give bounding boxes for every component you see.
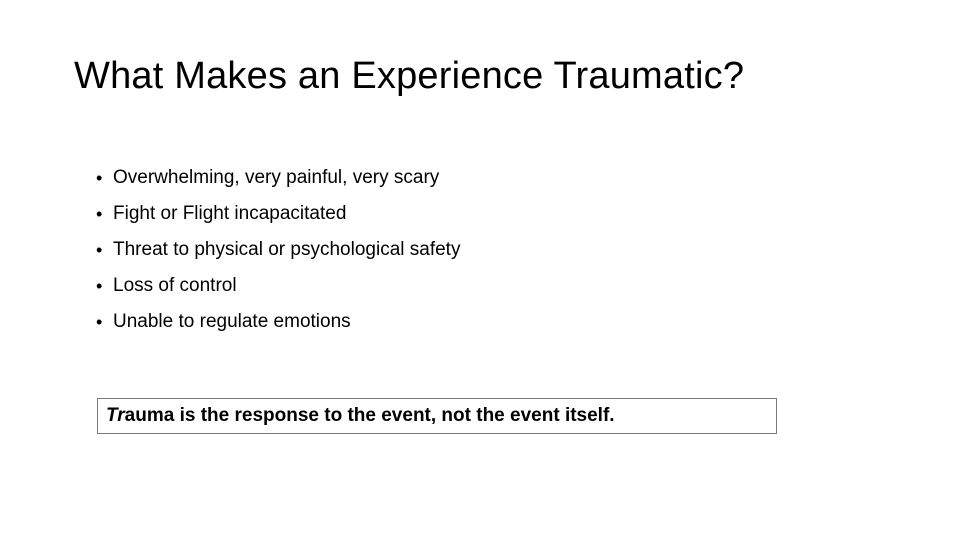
bullet-text: Overwhelming, very painful, very scary bbox=[113, 167, 440, 188]
callout-box bbox=[97, 398, 777, 434]
bullet-text: Threat to physical or psychological safety bbox=[113, 239, 461, 260]
bullet-icon: • bbox=[96, 276, 103, 296]
callout-italic-text: Tr bbox=[106, 405, 125, 426]
slide-title: What Makes an Experience Traumatic? bbox=[74, 55, 745, 97]
bullet-text: Fight or Flight incapacitated bbox=[113, 203, 347, 224]
bullet-icon: • bbox=[96, 240, 103, 260]
bullet-icon: • bbox=[96, 168, 103, 188]
bullet-item bbox=[96, 196, 460, 232]
bullet-text: Loss of control bbox=[113, 275, 237, 296]
bullet-item bbox=[96, 232, 460, 268]
bullet-icon: • bbox=[96, 312, 103, 332]
bullet-item bbox=[96, 268, 460, 304]
bullet-item bbox=[96, 160, 460, 196]
bullet-icon: • bbox=[96, 204, 103, 224]
callout-text: auma is the response to the event, not the event itself. bbox=[124, 405, 615, 426]
bullet-text: Unable to regulate emotions bbox=[113, 311, 351, 332]
bullet-list bbox=[96, 160, 460, 340]
bullet-item bbox=[96, 304, 460, 340]
